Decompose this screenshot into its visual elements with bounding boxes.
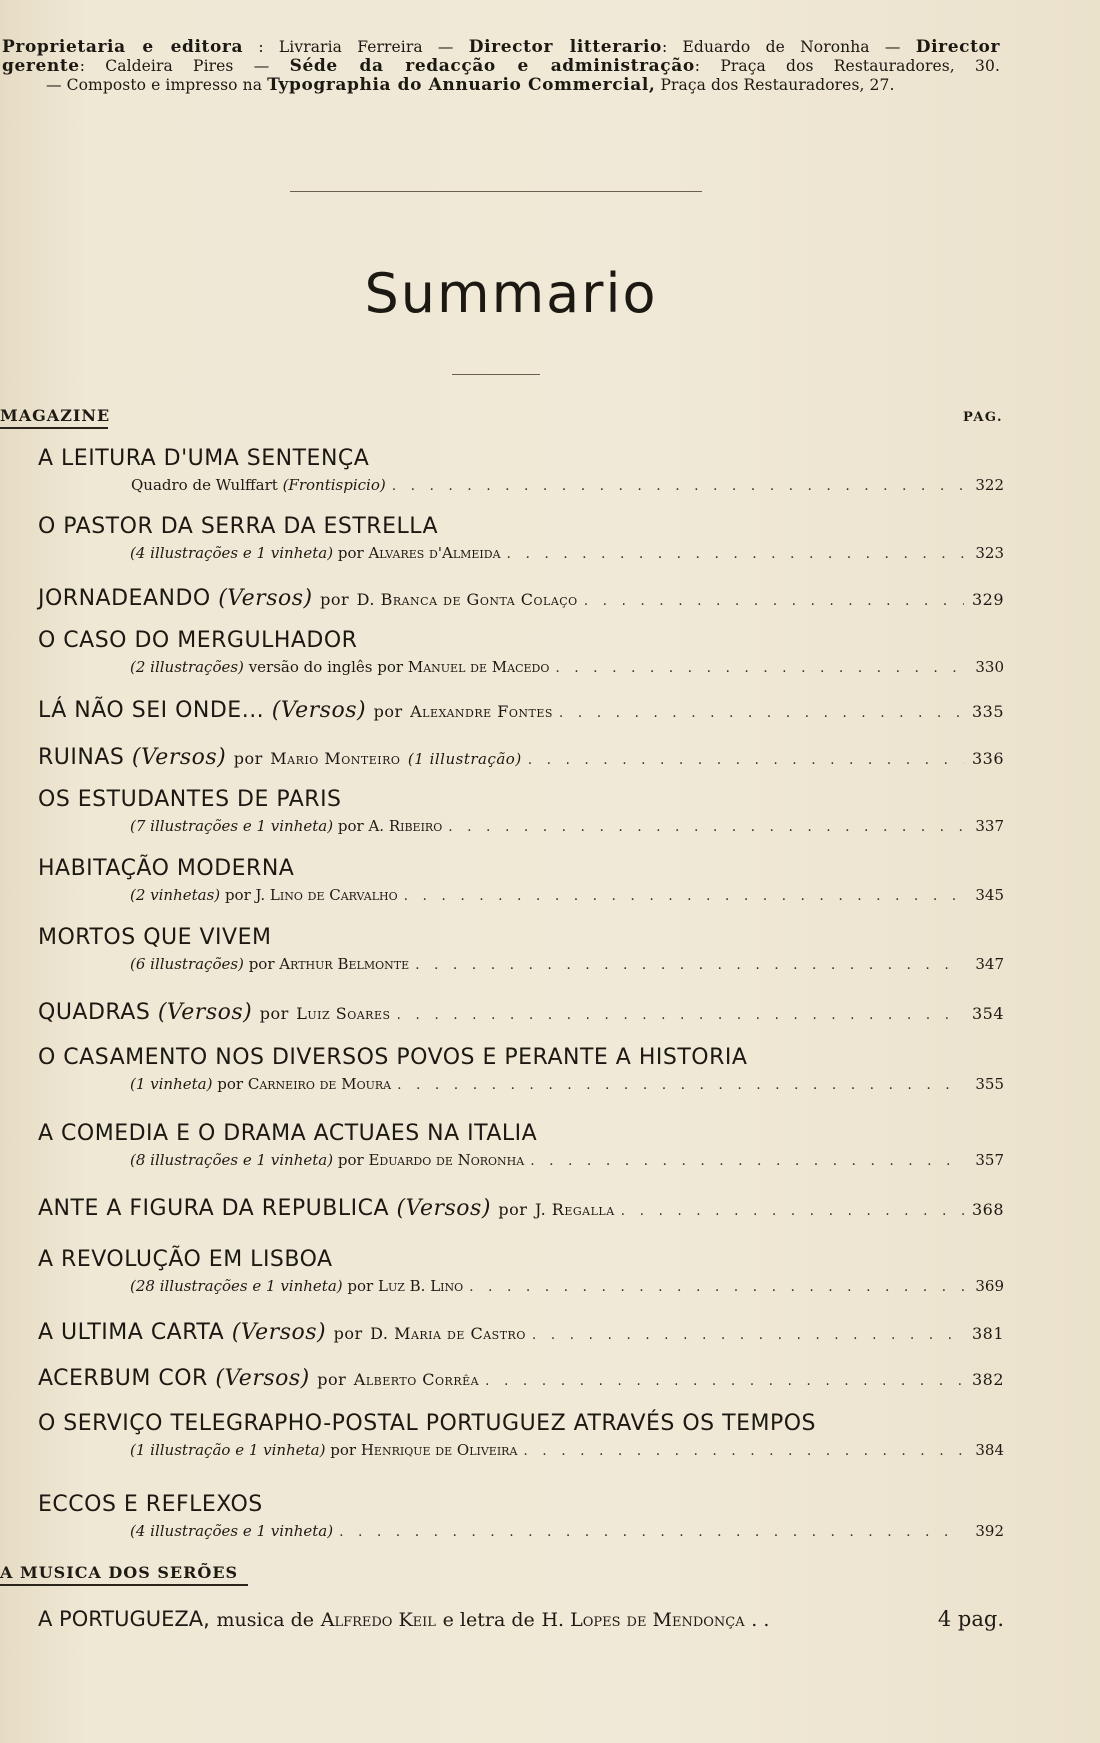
- entry-illustrations: (1 illustração e 1 vinheta): [130, 1441, 326, 1459]
- entry-illustrations: (4 illustrações e 1 vinheta): [130, 544, 334, 562]
- section-magazine: MAGAZINE: [0, 406, 111, 425]
- entry-details: [38, 474, 1004, 496]
- entry-title: ECCOS E REFLEXOS: [38, 1492, 263, 1517]
- leader-dots: [530, 1150, 964, 1172]
- entry-page-number: 381: [971, 1324, 1004, 1343]
- title-divider: [452, 374, 540, 375]
- entry-details: [38, 1275, 1004, 1297]
- entry-by: por: [333, 1324, 363, 1343]
- toc-entry: [38, 1247, 1004, 1297]
- leader-dots: [448, 816, 964, 838]
- entry-line: [38, 696, 1004, 726]
- masthead-publisher-label: Proprietaria e editora: [2, 37, 244, 57]
- entry-page-number: 368: [971, 1200, 1004, 1219]
- entry-by: por: [347, 1277, 374, 1295]
- entry-by: versão do inglês por: [248, 658, 404, 676]
- toc-entry: [38, 514, 1004, 564]
- entry-by: por: [224, 886, 251, 904]
- leader-dots: [507, 543, 964, 565]
- entry-title: O CASO DO MERGULHADOR: [38, 628, 358, 653]
- entry-line: [38, 1318, 1004, 1348]
- leader-dots: [559, 698, 964, 728]
- entry-line: [38, 998, 1004, 1028]
- entry-author: Alexandre Fontes: [410, 702, 553, 721]
- entry-details: [38, 1520, 1004, 1542]
- entry-title: OS ESTUDANTES DE PARIS: [38, 787, 342, 812]
- entry-details: [38, 1149, 1004, 1171]
- entry-details: [38, 542, 1004, 564]
- masthead-office: : Praça dos Restauradores, 30.: [694, 57, 1000, 75]
- entry-note: Quadro de Wulffart: [131, 476, 278, 494]
- entry-genre: (Versos): [157, 1000, 253, 1025]
- entry-author: Carneiro de Moura: [247, 1075, 392, 1093]
- entry-by: por: [320, 590, 350, 609]
- entry-title: A REVOLUÇÃO EM LISBOA: [38, 1247, 333, 1272]
- music-composer-label: musica de: [216, 1609, 315, 1631]
- entry-by: por: [259, 1004, 289, 1023]
- entry-details: [38, 1073, 1004, 1095]
- entry-by: por: [217, 1075, 244, 1093]
- entry-by: por: [233, 749, 263, 768]
- entry-illustrations: (4 illustrações e 1 vinheta): [130, 1522, 334, 1540]
- top-divider: [290, 191, 702, 192]
- entry-line: [38, 1364, 1004, 1394]
- entry-page-number: 336: [971, 749, 1004, 768]
- entry-genre: (Versos): [131, 745, 227, 770]
- entry-page-number: 355: [975, 1075, 1004, 1093]
- masthead-line-2: [2, 57, 1000, 76]
- leader-dots: . .: [751, 1609, 770, 1631]
- music-lyricist-label: e letra de: [442, 1609, 535, 1631]
- leader-dots: [621, 1196, 964, 1226]
- section-musica-underline: [0, 1584, 248, 1586]
- entry-illustrations: (Frontispicio): [282, 476, 386, 494]
- entry-title: MORTOS QUE VIVEM: [38, 925, 272, 950]
- entry-title: ACERBUM COR: [38, 1366, 208, 1391]
- entry-author: Manuel de Macedo: [407, 658, 550, 676]
- entry-line: [38, 584, 1004, 614]
- entry-illustrations: (2 vinhetas): [130, 886, 221, 904]
- entry-page-number: 392: [975, 1522, 1004, 1540]
- entry-author: Alberto Corrêa: [353, 1370, 480, 1389]
- masthead-manager: : Caldeira Pires —: [79, 57, 270, 75]
- toc-entry: [38, 696, 1004, 726]
- masthead-publisher: : Livraria Ferreira —: [258, 38, 454, 56]
- entry-title: A COMEDIA E O DRAMA ACTUAES NA ITALIA: [38, 1121, 538, 1146]
- toc-entry: [38, 628, 1004, 678]
- entry-author: Eduardo de Noronha: [368, 1151, 525, 1169]
- entry-by: por: [317, 1370, 347, 1389]
- entry-author: D. Maria de Castro: [370, 1324, 526, 1343]
- entry-page-number: 322: [975, 476, 1004, 494]
- masthead-manager-label-cont: gerente: [2, 56, 80, 76]
- entry-genre: (Versos): [231, 1320, 327, 1345]
- leader-dots: [415, 954, 964, 976]
- entry-author: J. Lino de Carvalho: [255, 886, 398, 904]
- entry-page-number: 330: [975, 658, 1004, 676]
- entry-page-number: 354: [971, 1004, 1004, 1023]
- toc-entry: [38, 1045, 1004, 1095]
- entry-page-number: 382: [971, 1370, 1004, 1389]
- entry-illustrations: (6 illustrações): [130, 955, 244, 973]
- entry-illustrations: (8 illustrações e 1 vinheta): [130, 1151, 334, 1169]
- entry-author: Mario Monteiro: [270, 749, 401, 768]
- toc-entry: [38, 998, 1004, 1028]
- entry-title: QUADRAS: [38, 1000, 151, 1025]
- entry-author: A. Ribeiro: [368, 817, 443, 835]
- entry-title: O CASAMENTO NOS DIVERSOS POVOS E PERANTE A HISTORIA: [38, 1045, 748, 1070]
- entry-genre: (Versos): [271, 698, 367, 723]
- entry-title: ANTE A FIGURA DA REPUBLICA: [38, 1196, 390, 1221]
- leader-dots: [532, 1320, 964, 1350]
- entry-page-number: 369: [975, 1277, 1004, 1295]
- toc-entry: [38, 1194, 1004, 1224]
- toc-entry: [38, 787, 1004, 837]
- masthead-line-1: [2, 38, 1000, 57]
- section-magazine-underline: [0, 427, 108, 429]
- entry-author: J. Regalla: [534, 1200, 615, 1219]
- entry-details: [38, 815, 1004, 837]
- toc-entry: [38, 1364, 1004, 1394]
- section-musica: A MUSICA DOS SERÕES: [0, 1563, 239, 1582]
- entry-page-number: 384: [975, 1441, 1004, 1459]
- entry-title: O PASTOR DA SERRA DA ESTRELLA: [38, 514, 439, 539]
- masthead-printer: Typographia do Annuario Commercial,: [267, 75, 656, 95]
- toc-entry: [38, 743, 1004, 773]
- entry-line: [38, 743, 1004, 773]
- leader-dots: [404, 885, 964, 907]
- masthead-line-3: [2, 76, 1000, 95]
- entry-author: Luiz Soares: [296, 1004, 391, 1023]
- entry-author: Henrique de Oliveira: [360, 1441, 518, 1459]
- entry-details: [38, 656, 1004, 678]
- entry-author: D. Branca de Gonta Colaço: [356, 590, 578, 609]
- entry-title: JORNADEANDO: [38, 586, 211, 611]
- entry-page-number: 323: [975, 544, 1004, 562]
- leader-dots: [523, 1440, 964, 1462]
- entry-page-number: 357: [975, 1151, 1004, 1169]
- toc-entry: [38, 584, 1004, 614]
- page-column-header: PAG.: [963, 410, 1004, 425]
- entry-title: HABITAÇÃO MODERNA: [38, 856, 295, 881]
- music-title: A PORTUGUEZA,: [38, 1607, 210, 1631]
- entry-details: [38, 1439, 1004, 1461]
- toc-entry: [38, 925, 1004, 975]
- entry-illustrations: (28 illustrações e 1 vinheta): [130, 1277, 343, 1295]
- entry-illustrations: (1 illustração): [407, 750, 522, 768]
- entry-title: O SERVIÇO TELEGRAPHO-POSTAL PORTUGUEZ ATRAVÉS OS TEMPOS: [38, 1411, 817, 1436]
- page-title: Summario: [364, 262, 658, 325]
- entry-title: A LEITURA D'UMA SENTENÇA: [38, 446, 370, 471]
- entry-by: por: [337, 544, 364, 562]
- entry-illustrations: (2 illustrações): [130, 658, 244, 676]
- leader-dots: [528, 745, 964, 775]
- leader-dots: [584, 586, 964, 616]
- entry-details: [38, 953, 1004, 975]
- entry-author: Luz B. Lino: [378, 1277, 464, 1295]
- music-entry: [38, 1607, 1004, 1631]
- entry-page-number: 335: [971, 702, 1004, 721]
- masthead-director-label: Director litterario: [468, 37, 662, 57]
- leader-dots: [392, 475, 964, 497]
- music-page-count: 4 pag.: [937, 1607, 1004, 1631]
- entry-by: por: [248, 955, 275, 973]
- toc-entry: [38, 1492, 1004, 1542]
- entry-title: A ULTIMA CARTA: [38, 1320, 225, 1345]
- toc-entry: [38, 1318, 1004, 1348]
- entry-author: Alvares d'Almeida: [368, 544, 501, 562]
- entry-author: Arthur Belmonte: [279, 955, 410, 973]
- entry-line: [38, 1194, 1004, 1224]
- masthead: [2, 38, 1000, 95]
- toc-entry: [38, 856, 1004, 906]
- leader-dots: [469, 1276, 964, 1298]
- entry-genre: (Versos): [215, 1366, 310, 1391]
- entry-illustrations: (7 illustrações e 1 vinheta): [130, 817, 334, 835]
- masthead-manager-label: Director: [915, 37, 1001, 57]
- entry-by: por: [330, 1441, 357, 1459]
- entry-illustrations: (1 vinheta): [130, 1075, 213, 1093]
- entry-genre: (Versos): [218, 586, 313, 611]
- masthead-office-label: Séde da redacção e administração: [289, 56, 695, 76]
- entry-page-number: 345: [975, 886, 1004, 904]
- entry-by: por: [337, 817, 364, 835]
- toc-entry: [38, 446, 1004, 496]
- entry-page-number: 337: [975, 817, 1004, 835]
- entry-details: [38, 884, 1004, 906]
- entry-genre: (Versos): [396, 1196, 491, 1221]
- leader-dots: [339, 1521, 964, 1543]
- masthead-director: : Eduardo de Noronha —: [661, 38, 901, 56]
- leader-dots: [397, 1000, 964, 1030]
- leader-dots: [555, 657, 964, 679]
- music-lyricist: H. Lopes de Mendonça: [541, 1609, 745, 1631]
- leader-dots: [485, 1366, 964, 1396]
- entry-page-number: 347: [975, 955, 1004, 973]
- entry-title: LÁ NÃO SEI ONDE...: [38, 698, 265, 723]
- entry-by: por: [498, 1200, 528, 1219]
- entry-by: por: [373, 702, 403, 721]
- leader-dots: [397, 1074, 964, 1096]
- toc-entry: [38, 1411, 1004, 1461]
- entry-title: RUINAS: [38, 745, 125, 770]
- toc-entry: [38, 1121, 1004, 1171]
- entry-by: por: [337, 1151, 364, 1169]
- entry-page-number: 329: [971, 590, 1004, 609]
- masthead-printer-address: Praça dos Restauradores, 27.: [660, 76, 895, 94]
- masthead-printer-label: — Composto e impresso na: [46, 76, 263, 94]
- music-composer: Alfredo Keil: [320, 1609, 436, 1631]
